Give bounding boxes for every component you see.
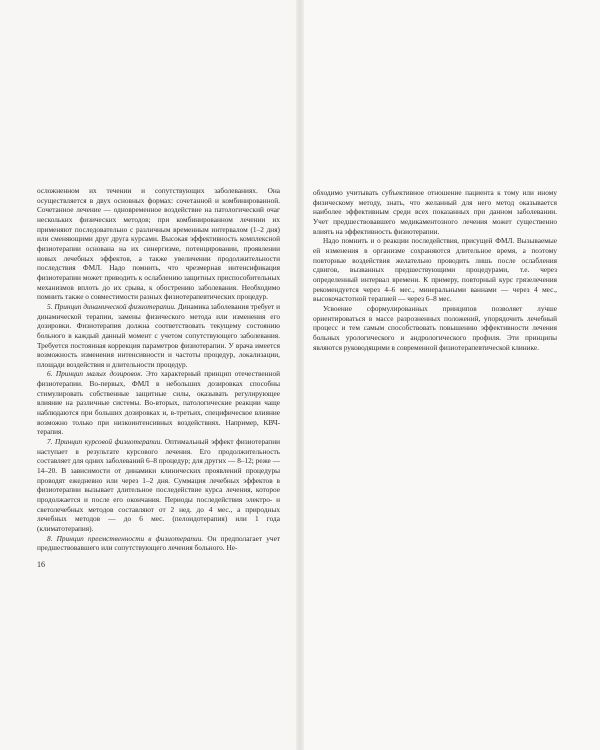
paragraph-lead: 6. Принцип малых дозировок. xyxy=(47,369,143,379)
paragraph xyxy=(37,186,280,302)
paragraph xyxy=(313,236,557,304)
right-text-column xyxy=(313,188,557,352)
paragraph-text: Это характерный принцип отечественной физиотерапии. Во-первых, ФМЛ в небольших дозировках способны стимулировать собственные защитные силы, оказывать регулирующее влияние на различные системы. Во-вторых, патологические реакции чаще наблюдаются при больших дозировках и, в-третьих, специфическое влияние возможно только при низкоинтенсивных воздействиях. Например, КВЧ-терапия. xyxy=(37,369,280,437)
paragraph-lead: 5. Принцип динамической физиотерапии. xyxy=(47,301,176,311)
paragraph-text: Усвоение сформулированных принципов позволяет лучше ориентироваться в массе разрозненных положений, упорядочить лечебный процесс и тем самым способствовать повышению эффективности лечения больных урологического и андрологического профиля. Эти принципы являются руководящими в современной физиотерапевтической клинике. xyxy=(313,303,557,352)
paragraph-text: Динамика заболевания требует и динамической терапии, замены физического метода или изменения его дозировки. Физиотерапия должна соответствовать текущему состоянию больного в каждый данный момент с учетом сопутствующего заболевания. Требуется постоянная коррекция параметров физиотерапии. У врача имеется возможность изменения интенсивности и частоты процедур, локализации, площади воздействия и длительности процедур. xyxy=(37,301,280,369)
paragraph-text: осложненном их течении и сопутствующих заболеваниях. Она осуществляется в двух основных формах: сочетанной и комбинированной. Сочетанное лечение — одновременное воздействие на патологический очаг нескольких физических методов; при комбинированном лечении их применяют последовательно с различным временным интервалом (1–2 дня) или сменяющими друг друга курсами. Высокая эффективность комплексной физиотерапии основана на их синергизме, потенцировании, проявлении новых лечебных эффектов, а также увеличении продолжительности последствия ФМЛ. Надо помнить, что чрезмерная интенсификация физиотерапии может приводить к ослаблению защитных приспособительных механизмов вплоть до их срыва, к обострению заболевания. Необходимо помнить также о совместимости разных физиотерапевтических процедур. xyxy=(37,186,280,302)
paragraph xyxy=(37,437,280,534)
paragraph-lead: 8. Принцип преемственности в физиотерапии. xyxy=(47,533,204,543)
book-gutter xyxy=(296,0,304,750)
right-page xyxy=(300,0,600,750)
paragraph-text: обходимо учитывать субъективное отношение пациента к тому или иному физическому методу, знать, что желанный для него метод оказывается наиболее эффективным среди всех показанных при данном заболевании. Учет предшествовавшего медикаментозного лечения может существенно влиять на эффективность физиотерапии. xyxy=(313,188,557,236)
paragraph xyxy=(37,302,280,370)
paragraph xyxy=(37,534,280,553)
left-text-column xyxy=(37,186,280,553)
paragraph xyxy=(37,369,280,437)
page-number: 16 xyxy=(37,560,45,569)
paragraph-text: Оптимальный эффект физиотерапии наступает в результате курсового лечения. Его продолжительность составляет для одних заболеваний 6–8 процедур; для других — 8–12; реже — 14–20. В зависимости от динамики клинических проявлений процедуры проводят ежедневно или через 1–2 дня. Суммация лечебных эффектов в физиотерапии вызывает длительное последействие курса лечения, которое продолжается и после его окончания. Периоды последействия электро- и светолечебных методов составляют от 2 нед. до 4 мес., а природных лечебных методов — до 6 мес. (пелоидотерапия) или 1 года (климатотерапия). xyxy=(37,437,281,533)
paragraph xyxy=(313,188,557,236)
paragraph xyxy=(313,304,557,352)
paragraph-lead: 7. Принцип курсовой физиотерапии. xyxy=(47,437,163,447)
paragraph-text: Надо помнить и о реакции последействия, присущей ФМЛ. Вызываемые ей изменения в организме сохраняются длительное время, а поэтому повторные воздействия желательно проводить лишь после ослабления сдвигов, вызванных предшествующими процедурами, т.е. через определенный интервал времени. К примеру, повторный курс грязелечения рекомендуется через 4–6 мес., минеральными ваннами — через 4 мес., высокочастотной терапией — через 6–8 мес. xyxy=(313,236,557,304)
paragraph-text: Он предполагает учет предшествовавшего или сопутствующего лечения больного. Не- xyxy=(37,533,280,553)
